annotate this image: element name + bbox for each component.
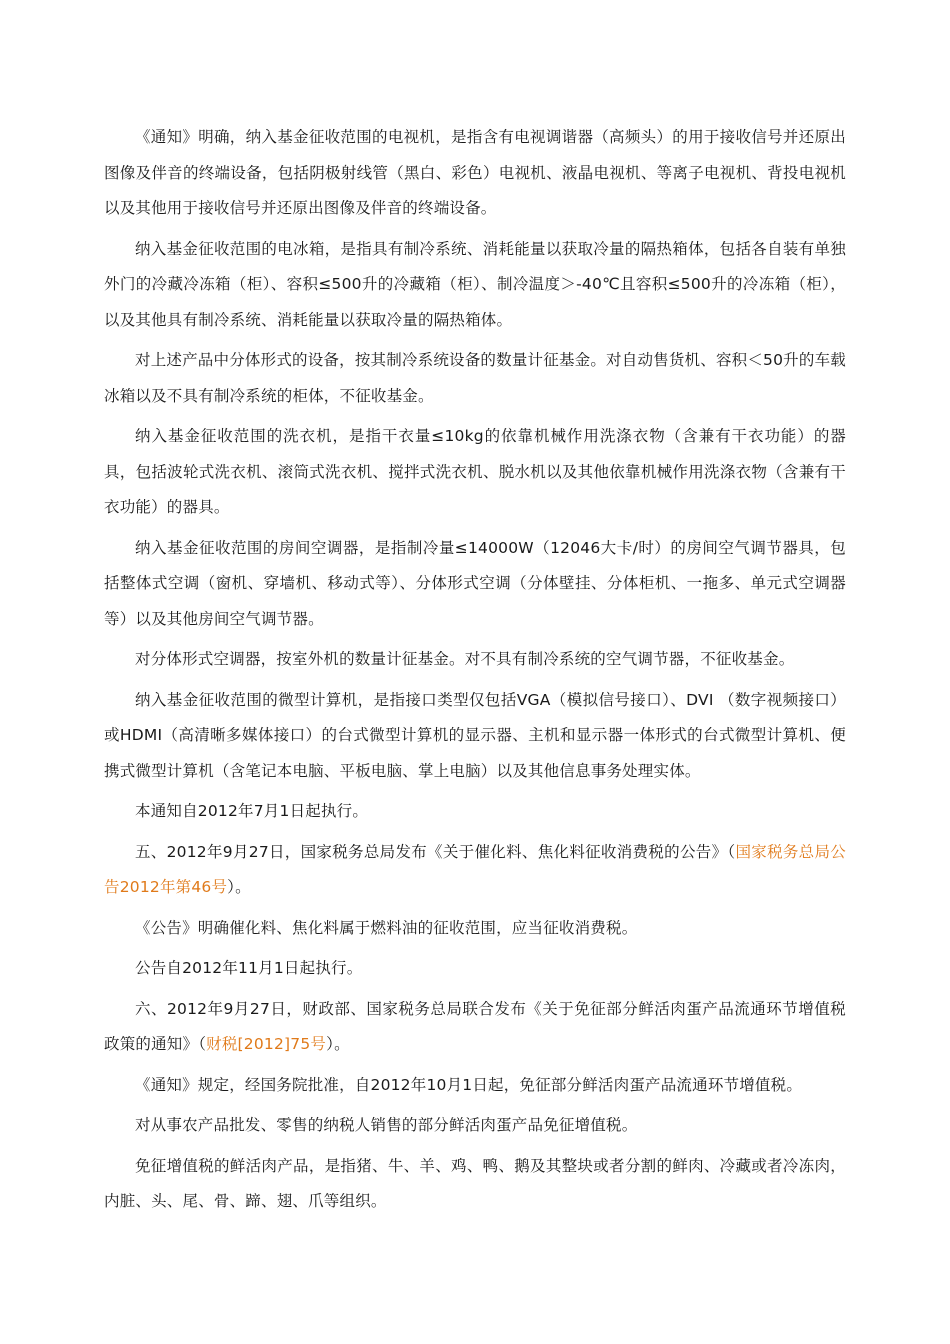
paragraph-text: 《通知》明确，纳入基金征收范围的电视机，是指含有电视调谐器（高频头）的用于接收信号并还原出图像及伴音的终端设备，包括阴极射线管（黑白、彩色）电视机、液晶电视机、等离子电视机、背投电视机以及其他用于接收信号并还原出图像及伴音的终端设备。: [104, 128, 846, 217]
paragraph-text: 本通知自2012年7月1日起执行。: [135, 802, 369, 820]
paragraph: [104, 232, 846, 339]
paragraph: [104, 1068, 846, 1104]
paragraph-text: ）。: [227, 878, 251, 896]
paragraph: [104, 794, 846, 830]
paragraph-text: ）。: [326, 1035, 350, 1053]
paragraph-text: 对上述产品中分体形式的设备，按其制冷系统设备的数量计征基金。对自动售货机、容积＜50升的车载冰箱以及不具有制冷系统的柜体，不征收基金。: [104, 351, 846, 405]
paragraph: [104, 1149, 846, 1220]
paragraph-text: 对从事农产品批发、零售的纳税人销售的部分鲜活肉蛋产品免征增值税。: [135, 1116, 638, 1134]
paragraph: [104, 1108, 846, 1144]
paragraph: [104, 419, 846, 526]
document-body: [104, 120, 846, 1225]
paragraph: [104, 911, 846, 947]
document-reference-link[interactable]: 财税[2012]75号: [206, 1035, 327, 1053]
paragraph-text: 免征增值税的鲜活肉产品，是指猪、牛、羊、鸡、鸭、鹅及其整块或者分割的鲜肉、冷藏或者冷冻肉，内脏、头、尾、骨、蹄、翅、爪等组织。: [104, 1156, 846, 1210]
paragraph-text: 纳入基金征收范围的洗衣机，是指干衣量≤10kg的依靠机械作用洗涤衣物（含兼有干衣功能）的器具，包括波轮式洗衣机、滚筒式洗衣机、搅拌式洗衣机、脱水机以及其他依靠机械作用洗涤衣物（含兼有干衣功能）的器具。: [104, 427, 846, 516]
document-reference-link[interactable]: 国家税务总局公告2012年第46号: [104, 842, 846, 896]
paragraph-text: 五、2012年9月27日，国家税务总局发布《关于催化料、焦化料征收消费税的公告》（: [135, 842, 736, 861]
paragraph-text: 六、2012年9月27日，财政部、国家税务总局联合发布《关于免征部分鲜活肉蛋产品流通环节增值税政策的通知》（: [104, 999, 846, 1053]
paragraph: [104, 531, 846, 638]
paragraph-text: 对分体形式空调器，按室外机的数量计征基金。对不具有制冷系统的空气调节器，不征收基金。: [135, 650, 795, 668]
paragraph-text: 公告自2012年11月1日起执行。: [135, 959, 363, 977]
paragraph-text: 纳入基金征收范围的微型计算机，是指接口类型仅包括VGA（模拟信号接口）、DVI （数字视频接口）或HDMI（高清晰多媒体接口）的台式微型计算机的显示器、主机和显示器一体形式的台式微型计算机、便携式微型计算机（含笔记本电脑、平板电脑、掌上电脑）以及其他信息事务处理实体。: [104, 690, 846, 780]
paragraph: [104, 683, 846, 790]
paragraph: [104, 343, 846, 414]
paragraph-text: 纳入基金征收范围的房间空调器，是指制冷量≤14000W（12046大卡/时）的房间空气调节器具，包括整体式空调（窗机、穿墙机、移动式等）、分体形式空调（分体壁挂、分体柜机、一拖多、单元式空调器等）以及其他房间空气调节器。: [104, 538, 846, 628]
paragraph: [104, 120, 846, 227]
paragraph: [104, 835, 846, 906]
paragraph: [104, 992, 846, 1063]
paragraph-text: 纳入基金征收范围的电冰箱，是指具有制冷系统、消耗能量以获取冷量的隔热箱体，包括各自装有单独外门的冷藏冷冻箱（柜）、容积≤500升的冷藏箱（柜）、制冷温度＞-40℃且容积≤500升的冷冻箱（柜），以及其他具有制冷系统、消耗能量以获取冷量的隔热箱体。: [104, 239, 846, 329]
paragraph: [104, 951, 846, 987]
paragraph: [104, 642, 846, 678]
paragraph-text: 《公告》明确催化料、焦化料属于燃料油的征收范围，应当征收消费税。: [135, 918, 638, 937]
paragraph-text: 《通知》规定，经国务院批准，自2012年10月1日起，免征部分鲜活肉蛋产品流通环节增值税。: [135, 1075, 803, 1094]
